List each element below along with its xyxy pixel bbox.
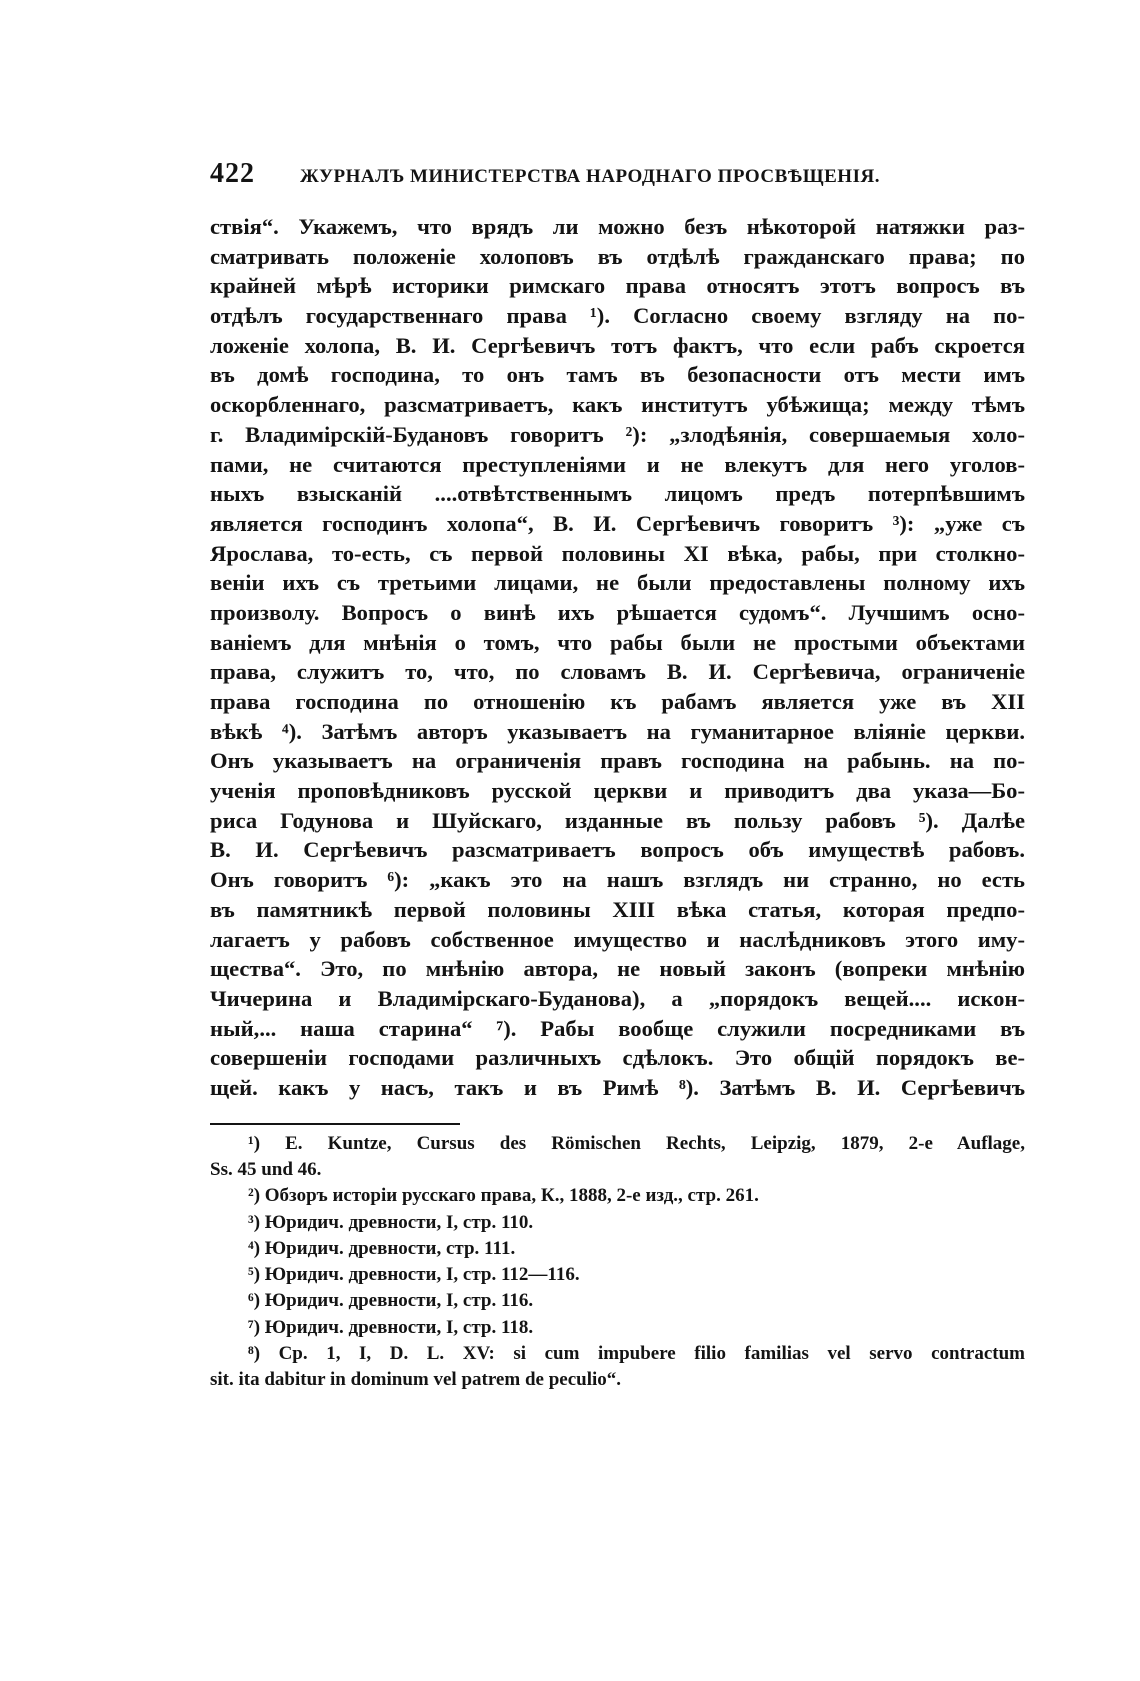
body-line: ный,... наша старина“ ⁷). Рабы вообще служили посредниками въ <box>210 1015 1025 1041</box>
body-line: права господина по отношенію къ рабамъ является уже въ XII <box>210 689 1025 714</box>
body-line: вѣкѣ ⁴). Затѣмъ авторъ указываетъ на гуманитарное вліяніе церкви. <box>210 718 1025 744</box>
body-line: веніи ихъ съ третьими лицами, не были предоставлены полному ихъ <box>210 570 1025 596</box>
body-line: совершеніи господами различныхъ сдѣлокъ. Это общій порядокъ ве- <box>210 1045 1025 1071</box>
footnote-2: ²) Обзоръ исторіи русскаго права, К., 1888, 2-е изд., стр. 261. <box>248 1185 759 1207</box>
page-number: 422 <box>210 158 255 189</box>
body-line: сматривать положеніе холоповъ въ отдѣлѣ гражданскаго права; по <box>210 243 1025 269</box>
body-line: въ памятникѣ первой половины XIII вѣка статья, которая предпо- <box>210 896 1025 922</box>
running-head <box>210 158 1025 198</box>
footnote-8: ⁸) Cp. 1, I, D. L. XV: si cum impubere filio familias vel servo contractum <box>248 1343 1025 1364</box>
body-line: щества“. Это, по мнѣнію автора, не новый законъ (вопреки мнѣнію <box>210 956 1025 982</box>
footnote-1: ¹) E. Kuntze, Cursus des Römischen Rechts, Leipzig, 1879, 2-e Auflage, <box>248 1132 1025 1154</box>
body-line: Онъ говоритъ ⁶): „какъ это на нашъ взглядъ ни странно, но есть <box>210 867 1025 893</box>
body-line: Онъ указываетъ на ограниченія правъ господина на рабынь. на по- <box>210 748 1025 774</box>
body-line: щей. какъ у насъ, такъ и въ Римѣ ⁸). Затѣмъ В. И. Сергѣевичъ <box>210 1074 1025 1100</box>
footnote-divider <box>210 1123 460 1125</box>
footnote-7: ⁷) Юридич. древности, I, стр. 118. <box>248 1316 534 1338</box>
body-line: лагаетъ у рабовъ собственное имущество и наслѣдниковъ этого иму- <box>210 926 1025 952</box>
body-line: въ домѣ господина, то онъ тамъ въ безопасности отъ мести имъ <box>210 362 1025 388</box>
footnote-6: ⁶) Юридич. древности, I, стр. 116. <box>248 1290 534 1312</box>
body-line: В. И. Сергѣевичъ разсматриваетъ вопросъ объ имуществѣ рабовъ. <box>210 837 1025 863</box>
footnote-4: ⁴) Юридич. древности, стр. 111. <box>248 1237 516 1259</box>
body-line: Чичерина и Владимірскаго-Буданова), а „порядокъ вещей.... искон- <box>210 985 1025 1011</box>
body-line: риса Годунова и Шуйскаго, изданные въ пользу рабовъ ⁵). Далѣе <box>210 807 1025 833</box>
journal-title: ЖУРНАЛЪ МИНИСТЕРСТВА НАРОДНАГО ПРОСВѢЩЕНІЯ. <box>300 166 880 187</box>
body-line: ваніемъ для мнѣнія о томъ, что рабы были не простыми объектами <box>210 629 1025 655</box>
body-line: крайней мѣрѣ историки римскаго права относятъ этотъ вопросъ въ <box>210 273 1025 299</box>
footnote-5: ⁵) Юридич. древности, I, стр. 112—116. <box>248 1264 580 1286</box>
body-line: Ярослава, то-есть, съ первой половины XI вѣка, рабы, при столкно- <box>210 540 1025 566</box>
body-line: отдѣлъ государственнаго права ¹). Согласно своему взгляду на по- <box>210 303 1025 329</box>
body-line: ствія“. Укажемъ, что врядъ ли можно безъ нѣкоторой натяжки раз- <box>210 214 1025 239</box>
body-line: права, служитъ то, что, по словамъ В. И. Сергѣевича, ограниченіе <box>210 659 1025 685</box>
body-line: оскорбленнаго, разсматриваетъ, какъ институтъ убѣжища; между тѣмъ <box>210 392 1025 418</box>
footnotes <box>210 1131 1025 1394</box>
body-line: ученія проповѣдниковъ русской церкви и приводитъ два указа—Бо- <box>210 778 1025 804</box>
footnote-1-continued: Ss. 45 und 46. <box>210 1158 322 1180</box>
body-line: произволу. Вопросъ о винѣ ихъ рѣшается судомъ“. Лучшимъ осно- <box>210 599 1025 625</box>
body-line: ложеніе холопа, В. И. Сергѣевичъ тотъ фактъ, что если рабъ скроется <box>210 332 1025 358</box>
body-line: пами, не считаются преступленіями и не влекутъ для него уголов- <box>210 451 1025 477</box>
body-line: является господинъ холопа“, В. И. Сергѣевичъ говоритъ ³): „уже съ <box>210 510 1025 536</box>
footnote-3: ³) Юридич. древности, I, стр. 110. <box>248 1211 534 1233</box>
body-line: ныхъ взысканій ....отвѣтственнымъ лицомъ предъ потерпѣвшимъ <box>210 481 1025 507</box>
page <box>210 158 1025 1394</box>
body-line: г. Владимірскій-Будановъ говоритъ ²): „злодѣянія, совершаемыя холо- <box>210 421 1025 447</box>
footnote-8-continued: sit. ita dabitur in dominum vel patrem de peculio“. <box>210 1369 621 1391</box>
body-text <box>210 212 1025 1103</box>
